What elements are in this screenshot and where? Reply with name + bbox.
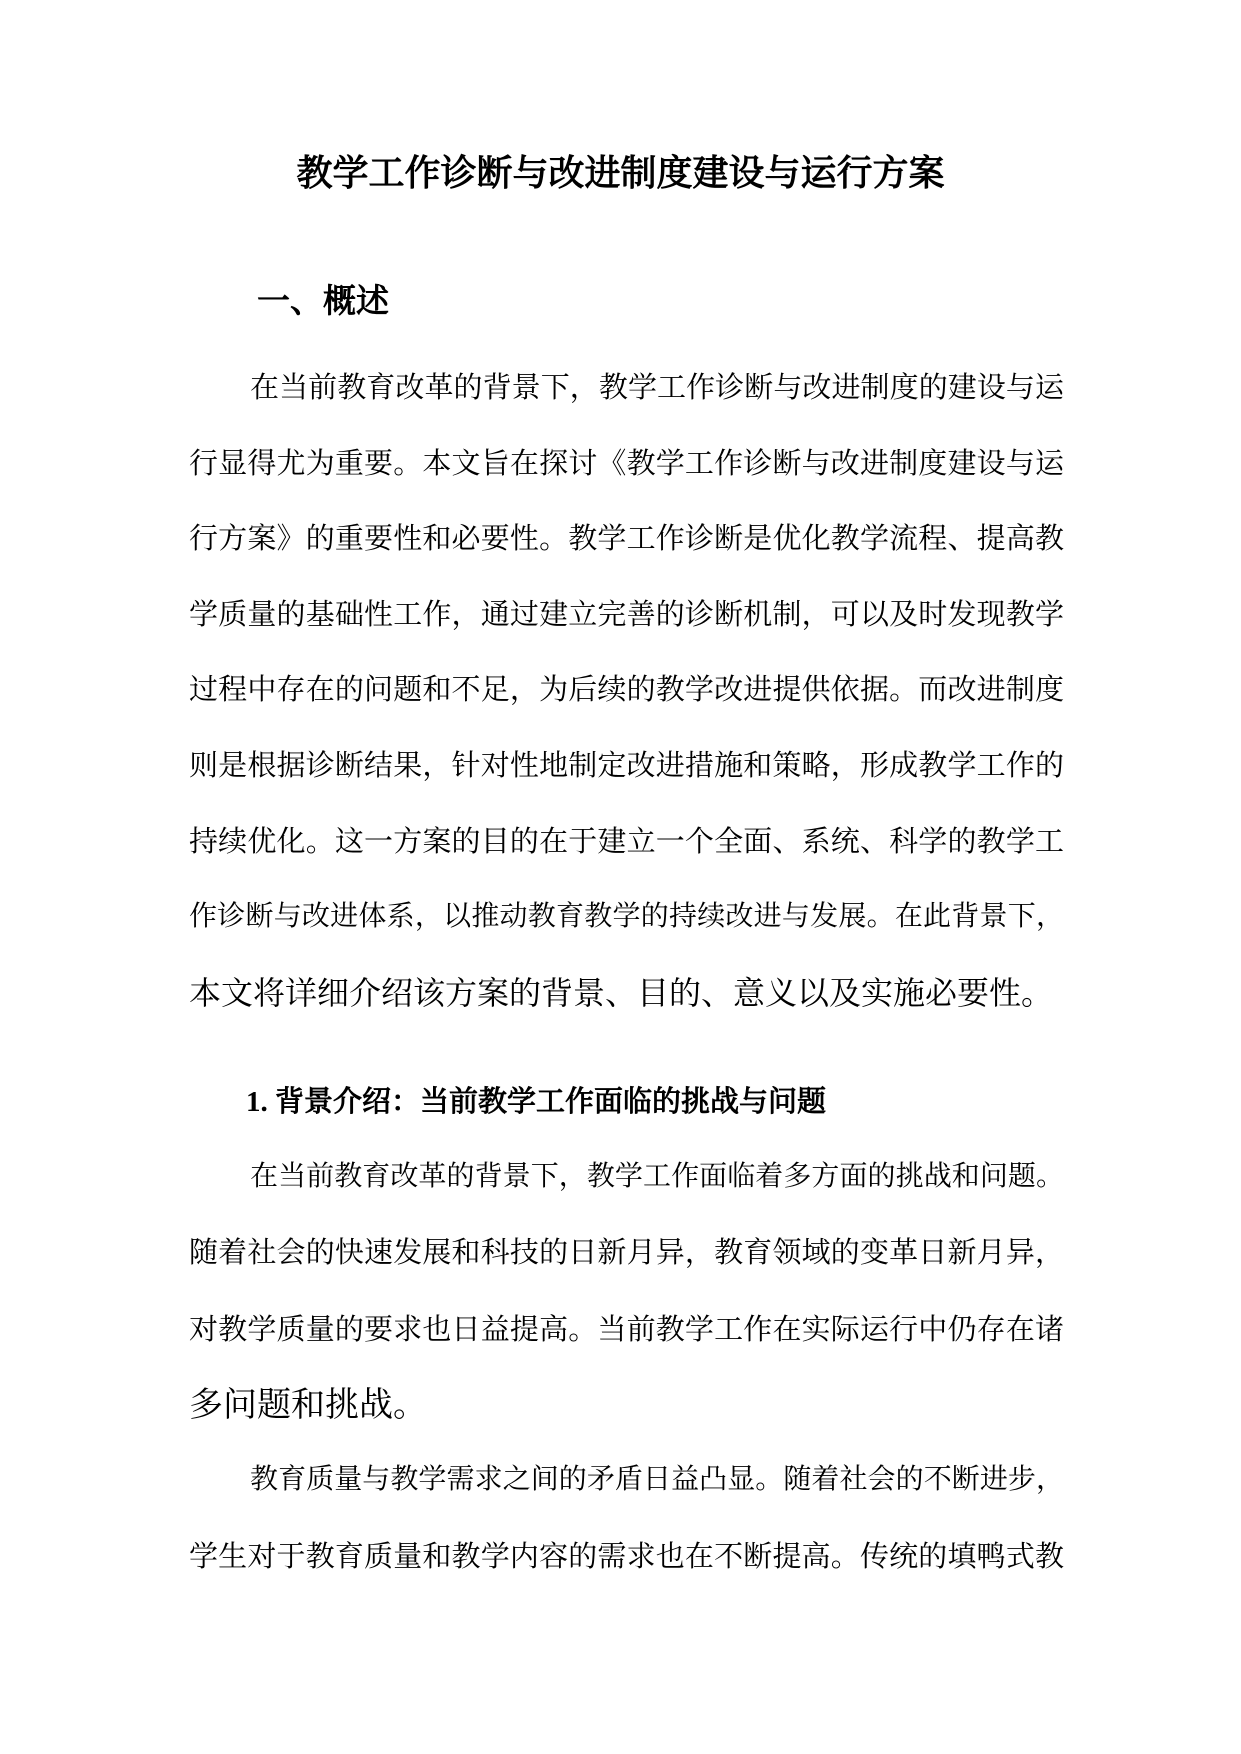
section-heading-overview: 一、概述 [257,284,389,320]
paragraph-line: 本文将详细介绍该方案的背景、目的、意义以及实施必要性。 [189,975,1054,1011]
paragraph-line: 随着社会的快速发展和科技的日新月异，教育领域的变革日新月异， [189,1237,1064,1269]
paragraph-line: 行方案》的重要性和必要性。教学工作诊断是优化教学流程、提高教 [189,523,1064,555]
paragraph-line: 在当前教育改革的背景下，教学工作面临着多方面的挑战和问题。 [250,1161,1064,1192]
paragraph-line: 教育质量与教学需求之间的矛盾日益凸显。随着社会的不断进步， [250,1464,1064,1495]
paragraph-line: 对教学质量的要求也日益提高。当前教学工作在实际运行中仍存在诸 [189,1314,1064,1346]
paragraph-line: 过程中存在的问题和不足，为后续的教学改进提供依据。而改进制度 [189,674,1064,706]
paragraph-line: 则是根据诊断结果，针对性地制定改进措施和策略，形成教学工作的 [189,750,1064,782]
paragraph-line: 学质量的基础性工作，通过建立完善的诊断机制，可以及时发现教学 [189,599,1064,631]
paragraph-line: 作诊断与改进体系，以推动教育教学的持续改进与发展。在此背景下， [189,901,1064,932]
paragraph-line: 多问题和挑战。 [189,1387,427,1424]
document-title: 教学工作诊断与改进制度建设与运行方案 [296,153,945,193]
paragraph-line: 持续优化。这一方案的目的在于建立一个全面、系统、科学的教学工 [189,826,1064,858]
subsection-heading-background: 1. 背景介绍：当前教学工作面临的挑战与问题 [246,1086,827,1118]
paragraph-line: 学生对于教育质量和教学内容的需求也在不断提高。传统的填鸭式教 [189,1541,1064,1573]
paragraph-line: 在当前教育改革的背景下，教学工作诊断与改进制度的建设与运 [250,372,1064,404]
paragraph-line: 行显得尤为重要。本文旨在探讨《教学工作诊断与改进制度建设与运 [189,448,1064,480]
